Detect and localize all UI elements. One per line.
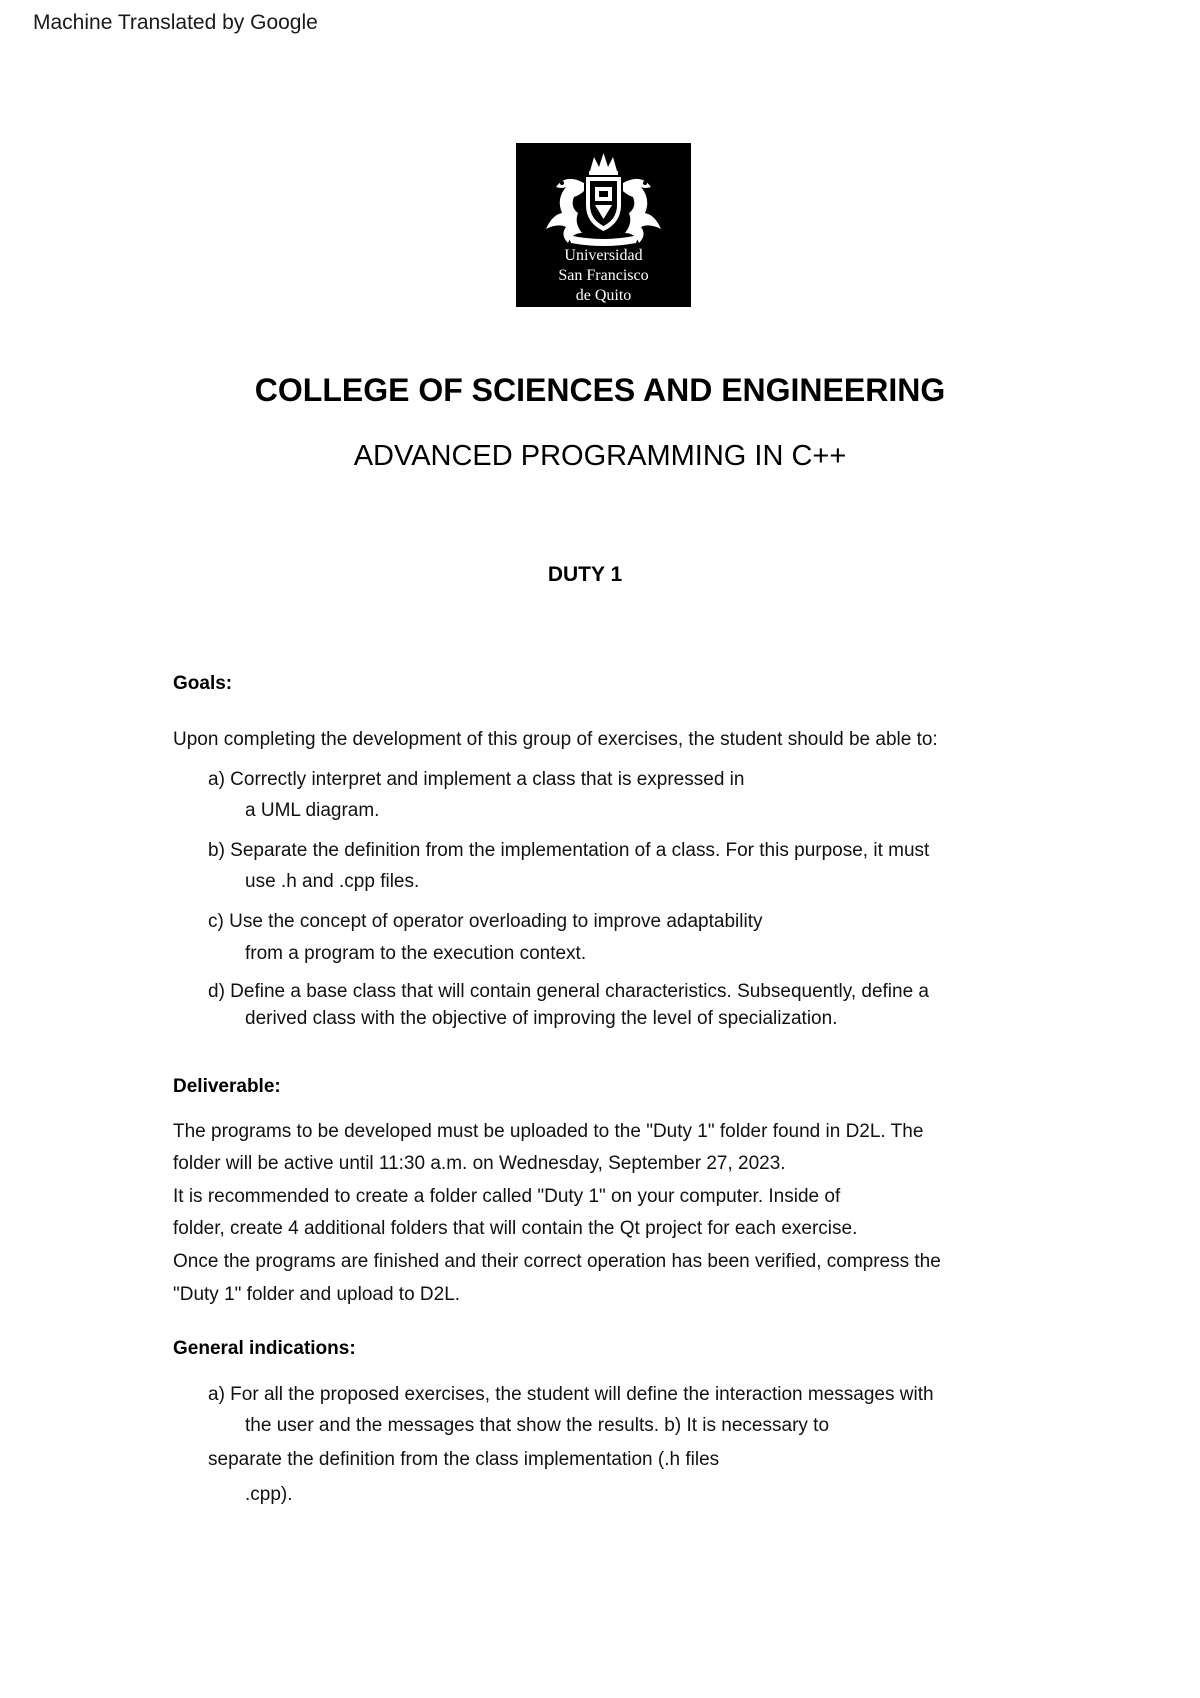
deliverable-line-6: "Duty 1" folder and upload to D2L. xyxy=(173,1284,461,1305)
goal-item-d-line-1: d) Define a base class that will contain general characteristics. Subsequently, define a xyxy=(208,981,929,1002)
logo-text-line-1: Universidad xyxy=(564,247,643,264)
goals-intro: Upon completing the development of this group of exercises, the student should be able to: xyxy=(173,729,938,750)
deliverable-line-3: It is recommended to create a folder called "Duty 1" on your computer. Inside of xyxy=(173,1186,841,1207)
indication-line-3: separate the definition from the class implementation (.h files xyxy=(208,1449,720,1470)
logo-text-line-3: de Quito xyxy=(575,287,632,304)
goal-item-a-line-1: a) Correctly interpret and implement a class that is expressed in xyxy=(208,769,745,790)
indication-line-2: the user and the messages that show the results. b) It is necessary to xyxy=(245,1415,830,1436)
goal-item-a-line-2: a UML diagram. xyxy=(245,800,380,821)
goal-item-b-line-2: use .h and .cpp files. xyxy=(245,871,420,892)
goal-item-c-line-2: from a program to the execution context. xyxy=(245,943,587,964)
goals-heading: Goals: xyxy=(173,673,233,694)
goal-item-c-line-1: c) Use the concept of operator overloading to improve adaptability xyxy=(208,911,763,932)
deliverable-line-2: folder will be active until 11:30 a.m. on Wednesday, September 27, 2023. xyxy=(173,1153,786,1174)
college-title: COLLEGE OF SCIENCES AND ENGINEERING xyxy=(254,372,946,408)
indications-heading: General indications: xyxy=(173,1338,356,1359)
indication-line-4: .cpp). xyxy=(245,1484,293,1505)
goal-item-b-line-1: b) Separate the definition from the implementation of a class. For this purpose, it must xyxy=(208,840,930,861)
course-title: ADVANCED PROGRAMMING IN C++ xyxy=(353,440,847,472)
deliverable-heading: Deliverable: xyxy=(173,1076,281,1097)
logo-text-line-2: San Francisco xyxy=(558,267,649,284)
indication-line-1: a) For all the proposed exercises, the student will define the interaction messages with xyxy=(208,1384,934,1405)
deliverable-line-1: The programs to be developed must be uploaded to the "Duty 1" folder found in D2L. The xyxy=(173,1121,924,1142)
goal-item-d-line-2: derived class with the objective of improving the level of specialization. xyxy=(245,1008,838,1029)
machine-translation-banner: Machine Translated by Google xyxy=(33,11,318,34)
deliverable-line-5: Once the programs are finished and their correct operation has been verified, compress the xyxy=(173,1251,941,1272)
deliverable-line-4: folder, create 4 additional folders that will contain the Qt project for each exercise. xyxy=(173,1218,858,1239)
assignment-title: DUTY 1 xyxy=(547,563,623,586)
university-logo xyxy=(516,143,691,307)
